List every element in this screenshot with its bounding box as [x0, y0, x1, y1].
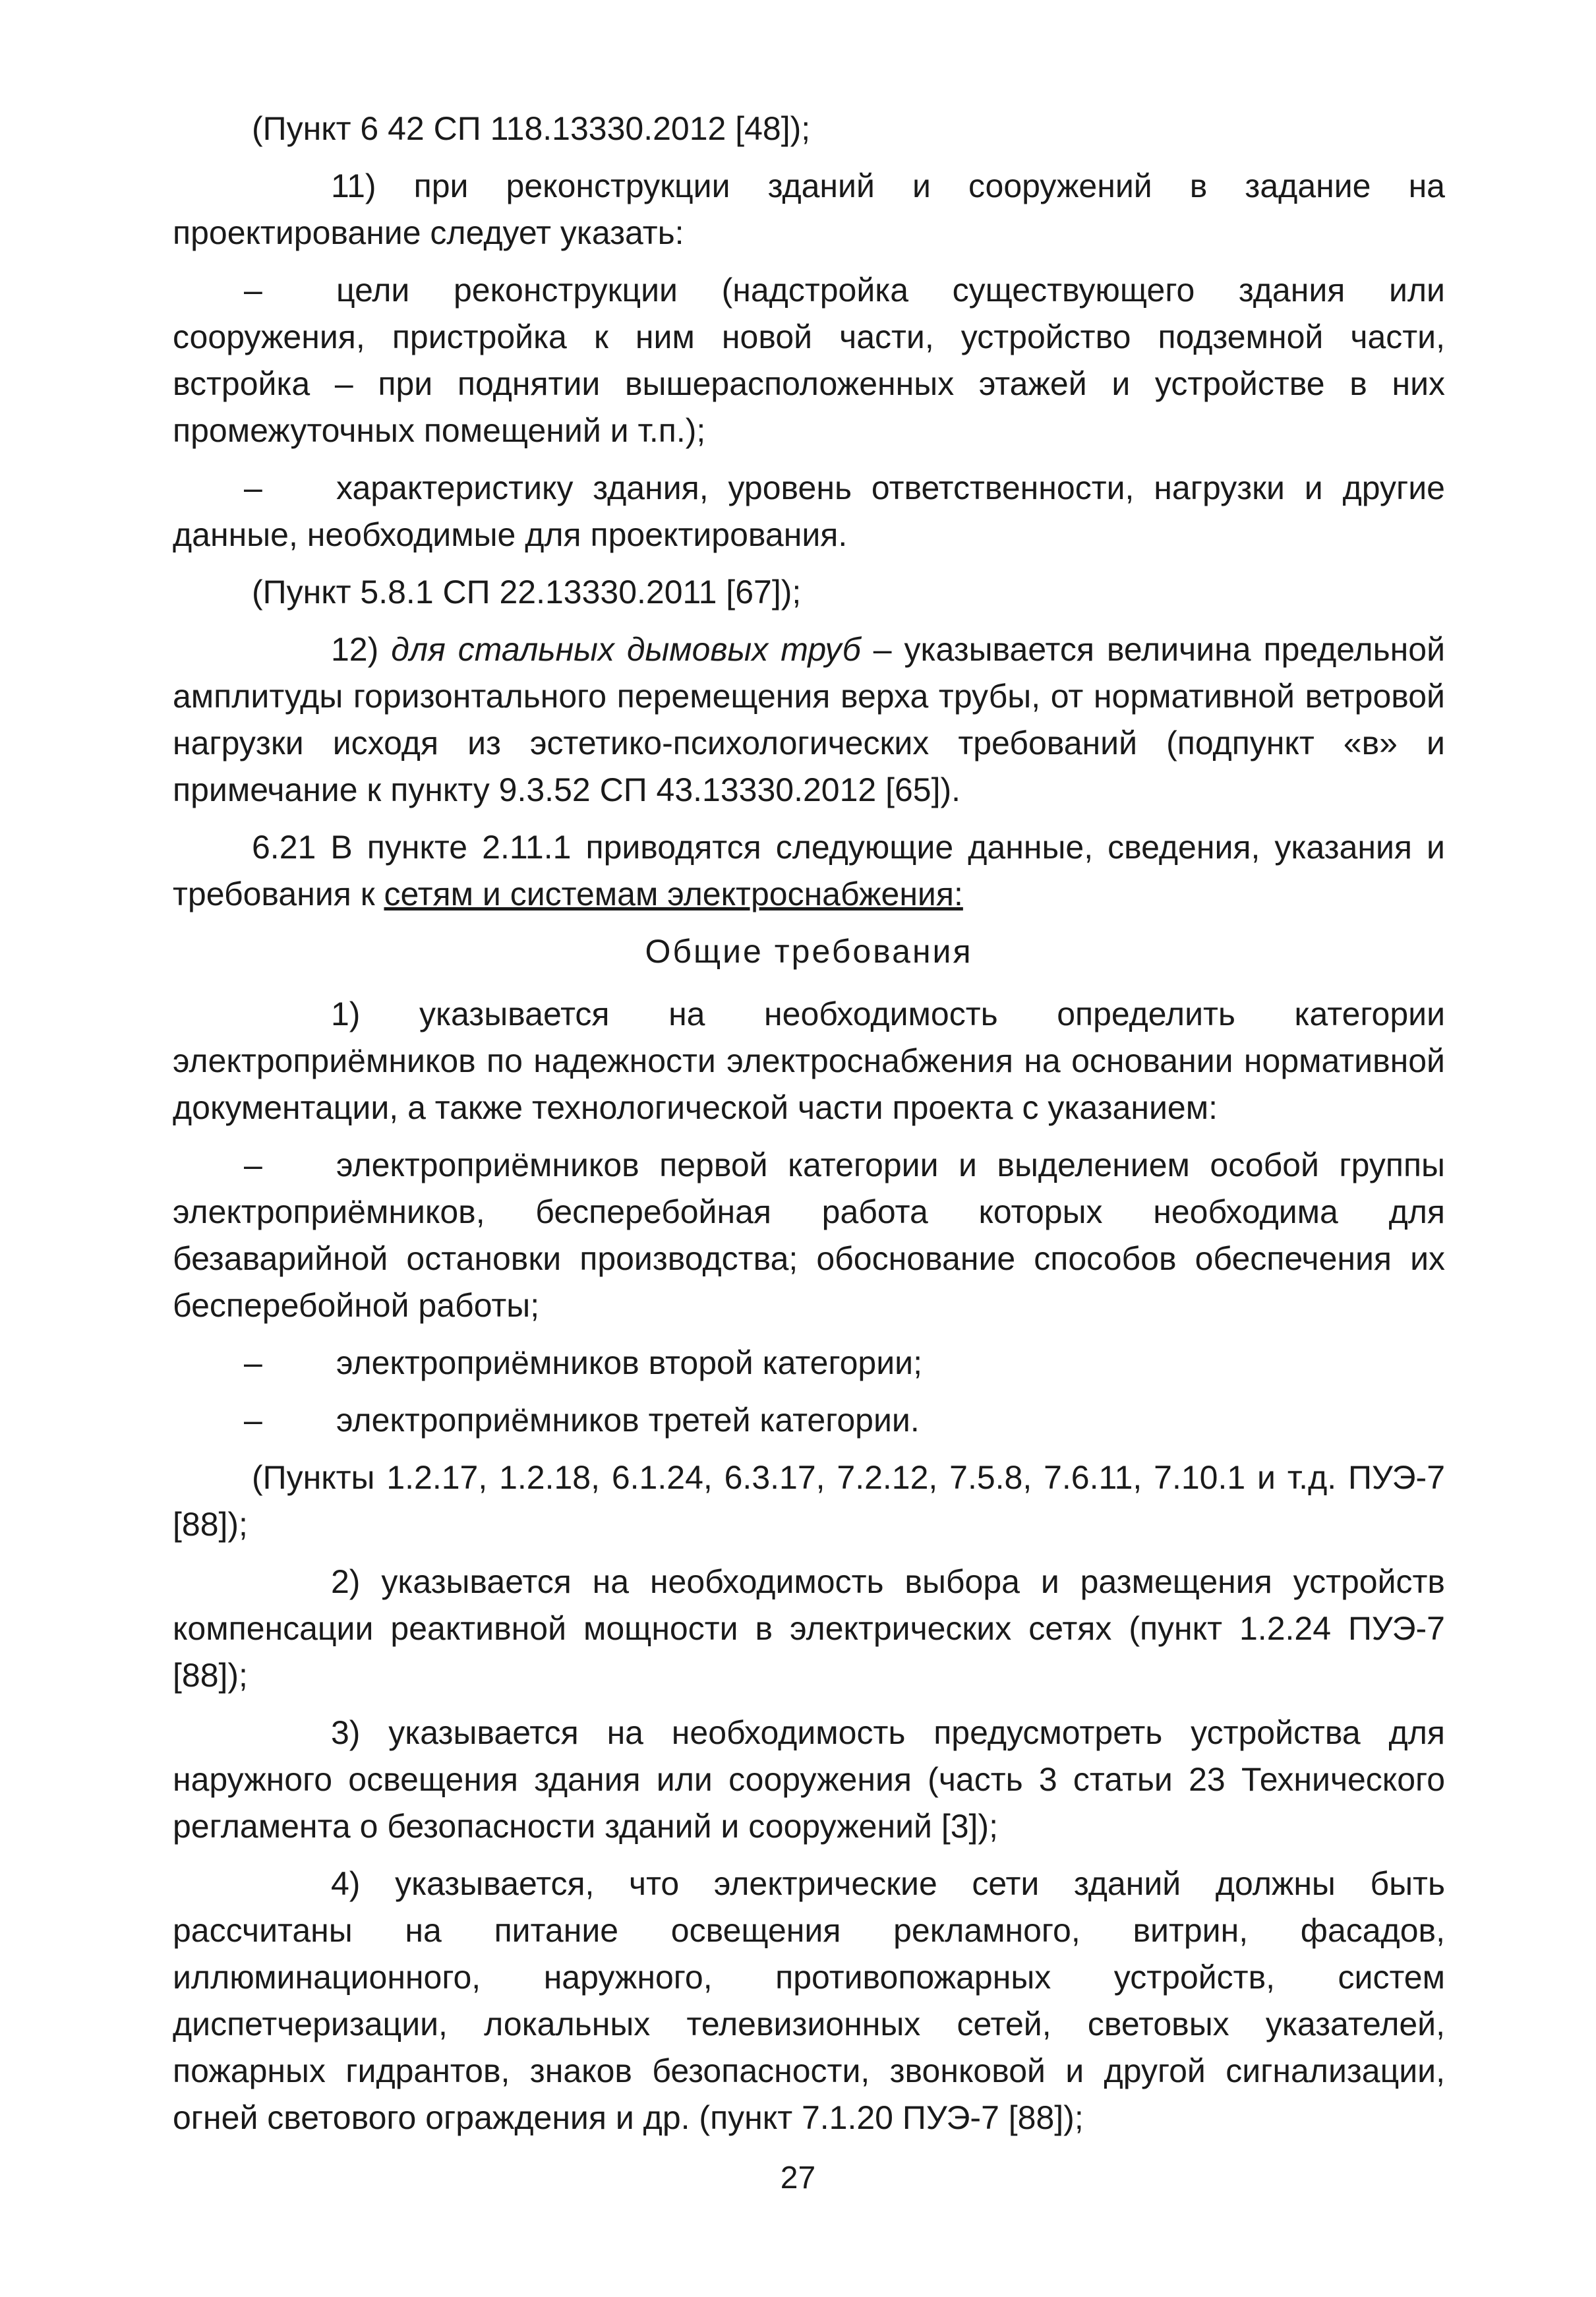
dash-text: характеристику здания, уровень ответственности, нагрузки и другие данные, необходимые для проектирования.: [173, 469, 1445, 553]
dash-item: [173, 1397, 1445, 1444]
dash-marker: –: [244, 272, 262, 309]
list-number: 2): [331, 1563, 361, 1600]
list-item-1: [173, 991, 1445, 1131]
list-number: 3): [331, 1714, 361, 1751]
list-item-12: [173, 626, 1445, 814]
page-number: 27: [780, 2161, 816, 2195]
list-text: указывается, что электрические сети зданий должны быть рассчитаны на питание освещения рекламного, витрин, фасадов, иллюминационного, наружного, противопожарных устройств, систем диспетчеризации, локальных телевизионных сетей, световых указателей, пожарных гидрантов, знаков безопасности, звонковой и другой сигнализации, огней светового ограждения и др. (пункт 7.1.20 ПУЭ-7 [88]);: [173, 1865, 1445, 2136]
dash-item: [173, 1142, 1445, 1329]
list-item-4: [173, 1861, 1445, 2141]
list-number: 4): [331, 1865, 361, 1902]
dash-marker: –: [244, 1344, 262, 1381]
list-text: – указывается величина предельной амплитуды горизонтального перемещения верха трубы, от нормативной ветровой нагрузки исходя из эстетико-психологических требований (подпункт «в» и примечание к пункту 9.3.52 СП 43.13330.2012 [65]).: [173, 631, 1446, 808]
reference-5-8-1: (Пункт 5.8.1 СП 22.13330.2011 [67]);: [252, 574, 802, 611]
dash-text: электроприёмников второй категории;: [336, 1344, 922, 1381]
dash-marker: –: [244, 1402, 262, 1439]
list-item-3: [173, 1710, 1445, 1850]
dash-text: цели реконструкции (надстройка существующего здания или сооружения, пристройка к ним новой части, устройство подземной части, встройка – при поднятии вышерасположенных этажей и устройстве в них промежуточных помещений и т.п.);: [173, 272, 1445, 449]
italic-term: для стальных дымовых труб: [391, 631, 861, 668]
dash-text: электроприёмников первой категории и выделением особой группы электроприёмников, бесперебойная работа которых необходима для безаварийной остановки производства; обоснование способов обеспечения их бесперебойной работы;: [173, 1147, 1445, 1324]
dash-marker: –: [244, 469, 262, 506]
page-content: [173, 105, 1445, 2152]
dash-item: [173, 1340, 1445, 1387]
underlined-term: сетям и системам электроснабжения:: [384, 876, 963, 912]
section-heading: Общие требования: [645, 933, 973, 970]
list-text: при реконструкции зданий и сооружений в задание на проектирование следует указать:: [173, 167, 1445, 251]
section-lead: 6.21 В пункте 2.11.1 приводятся следующие данные, сведения, указания и требования к: [173, 829, 1445, 912]
list-number: 12): [331, 631, 379, 668]
list-text: указывается на необходимость выбора и размещения устройств компенсации реактивной мощности в электрических сетях (пункт 1.2.24 ПУЭ-7 [88]);: [173, 1563, 1445, 1694]
dash-text: электроприёмников третей категории.: [336, 1402, 920, 1439]
list-text: указывается на необходимость определить категории электроприёмников по надежности электроснабжения на основании нормативной документации, а также технологической части проекта с указанием:: [173, 996, 1445, 1126]
list-number: 11): [331, 167, 376, 204]
list-item-2: [173, 1559, 1445, 1699]
dash-item: [173, 267, 1445, 454]
list-item-11: [173, 163, 1445, 256]
list-text: указывается на необходимость предусмотреть устройства для наружного освещения здания или сооружения (часть 3 статьи 23 Технического регламента о безопасности зданий и сооружений [3]);: [173, 1714, 1445, 1845]
dash-marker: –: [244, 1147, 262, 1183]
dash-item: [173, 465, 1445, 558]
reference-6-42: (Пункт 6 42 СП 118.13330.2012 [48]);: [252, 110, 811, 147]
reference-pue: (Пункты 1.2.17, 1.2.18, 6.1.24, 6.3.17, 7.2.12, 7.5.8, 7.6.11, 7.10.1 и т.д. ПУЭ-7 [88]);: [173, 1459, 1445, 1543]
list-number: 1): [331, 996, 361, 1032]
section-6-21: [173, 824, 1445, 918]
